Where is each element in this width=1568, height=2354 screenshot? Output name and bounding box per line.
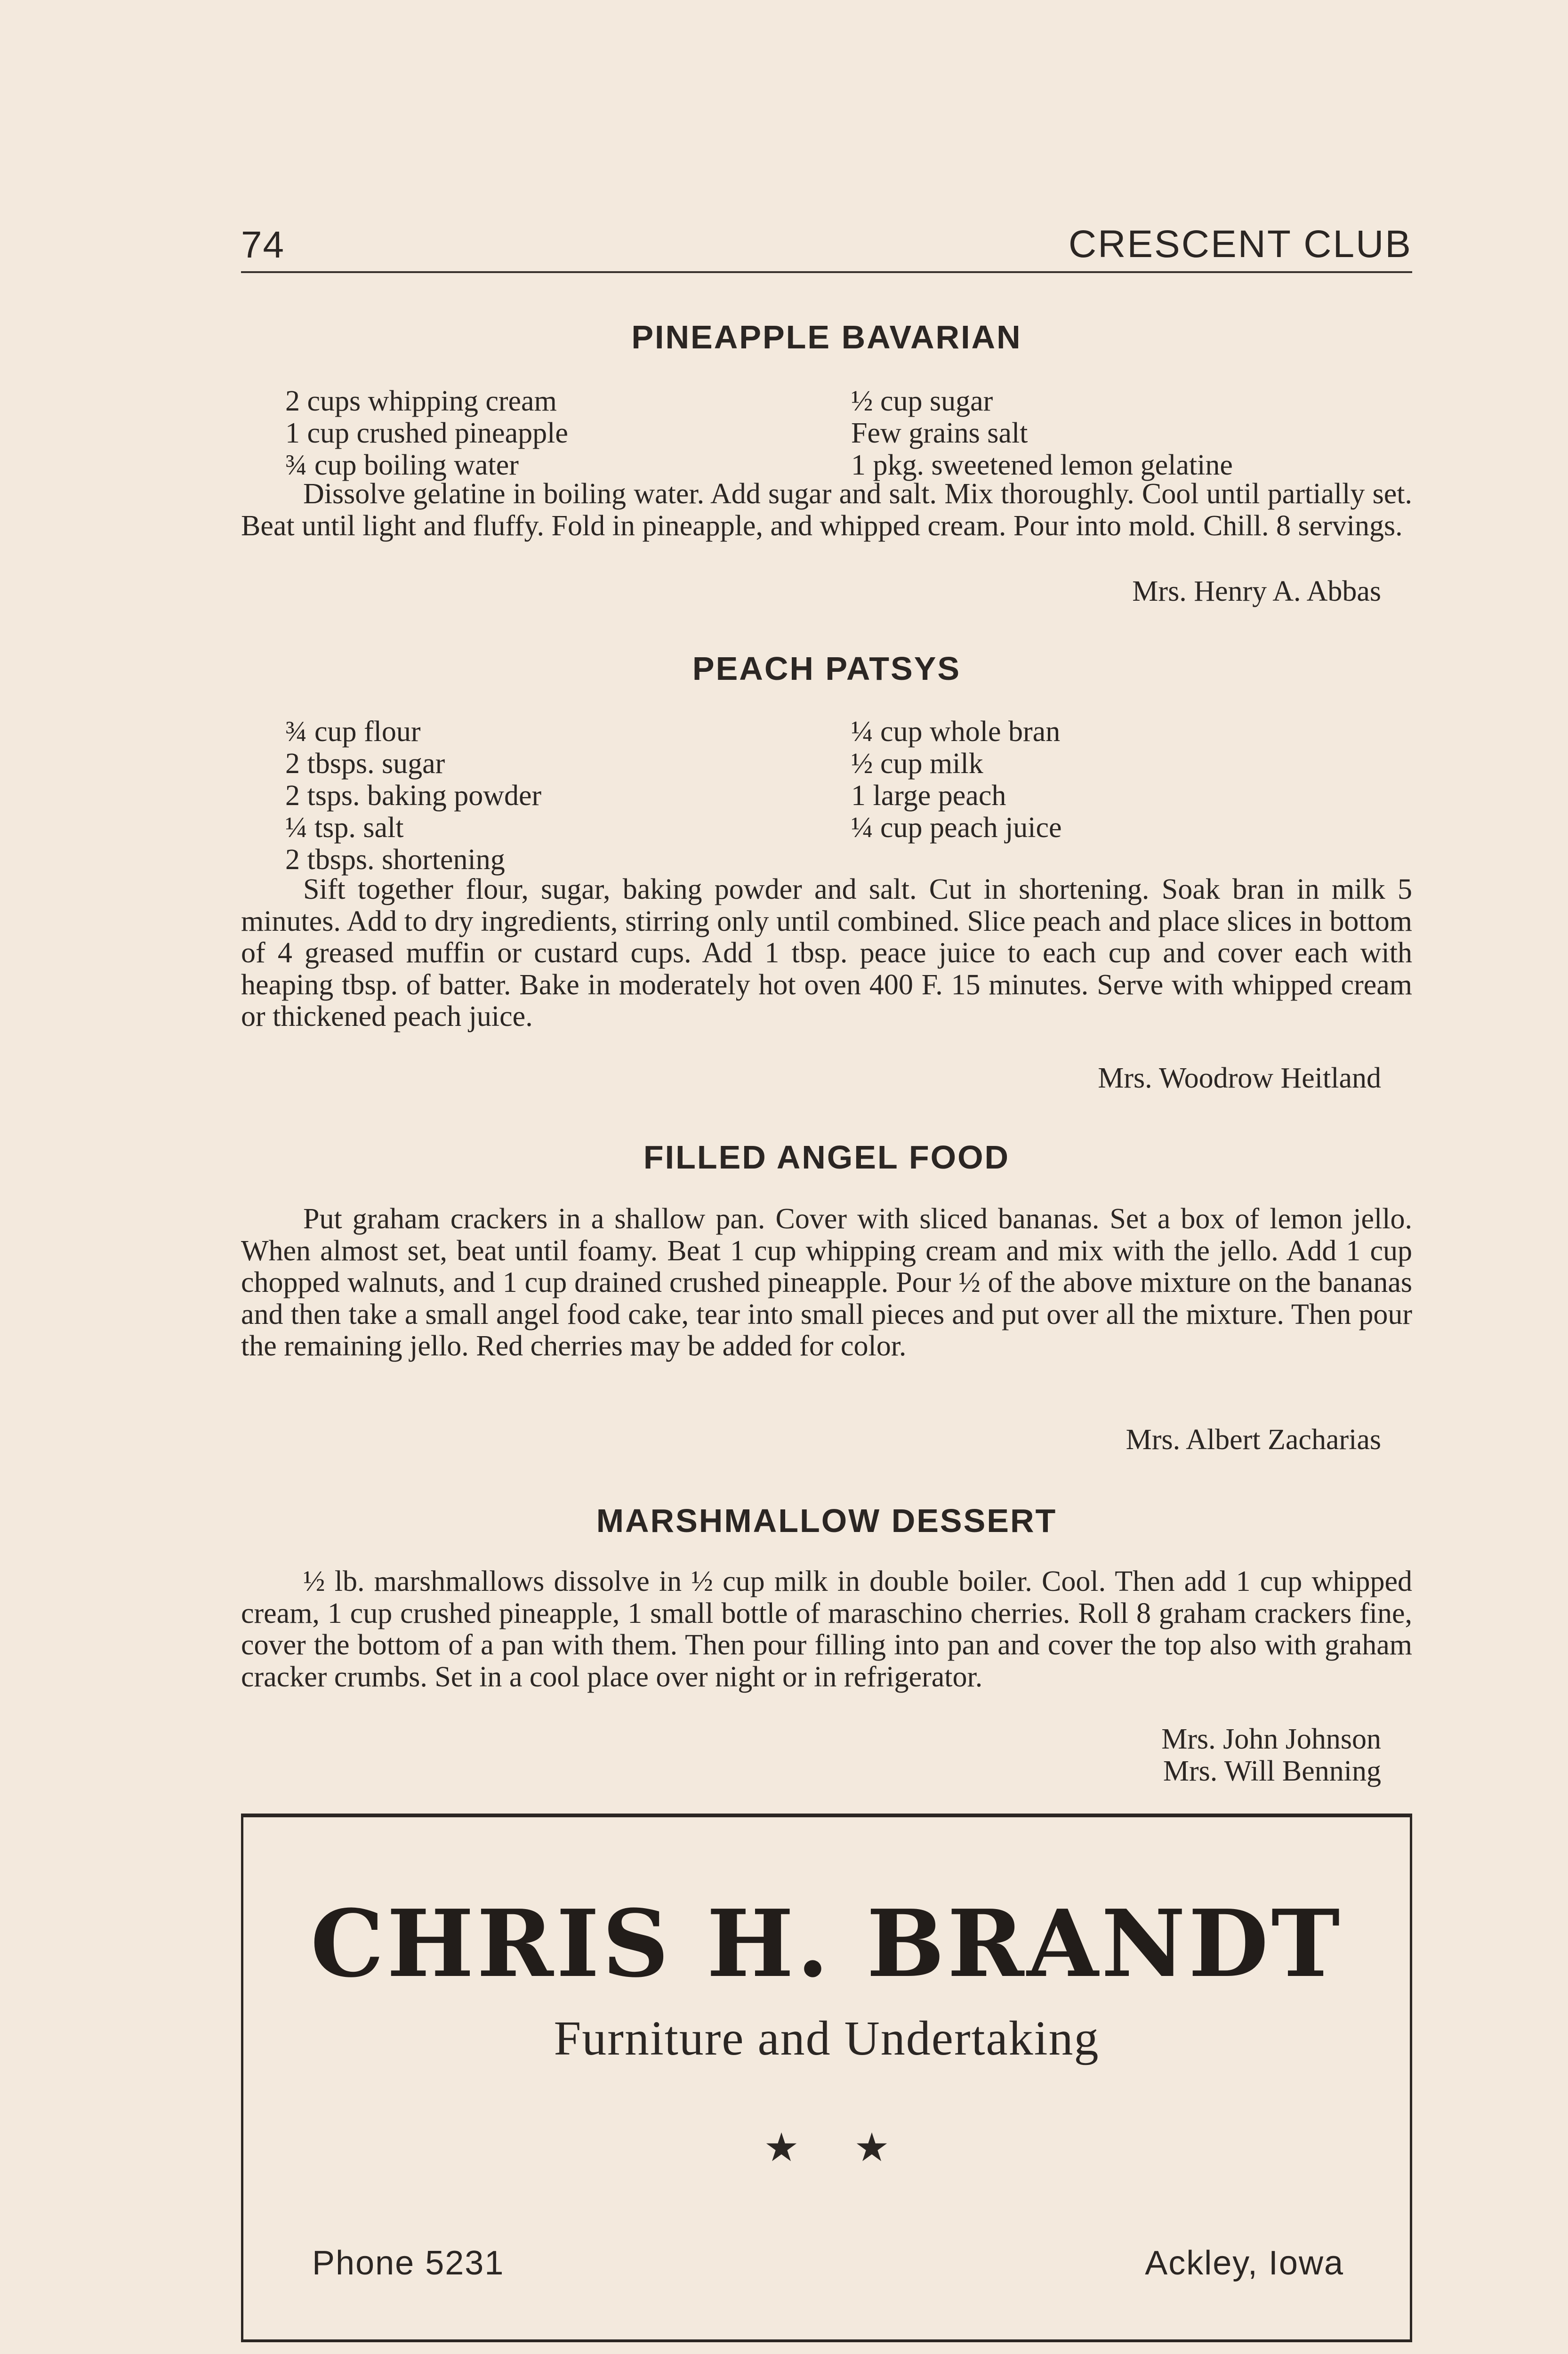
recipe-directions (241, 1203, 1412, 1362)
ad-phone: Phone 5231 (312, 2244, 505, 2282)
ingredient: ¼ tsp. salt (285, 812, 404, 844)
ingredient: ½ cup milk (851, 748, 983, 780)
contributor: Mrs. John Johnson (1161, 1723, 1381, 1755)
ingredient: 1 pkg. sweetened lemon gelatine (851, 449, 1233, 481)
recipe-title: FILLED ANGEL FOOD (643, 1139, 1010, 1176)
recipe-directions (241, 874, 1412, 1033)
ingredient: ¾ cup boiling water (285, 449, 519, 481)
ad-top-rule (241, 1814, 1412, 1817)
directions-text: Dissolve gelatine in boiling water. Add sugar and salt. Mix thoroughly. Cool until partially set. Beat until light and fluffy. Fold in pineapple, and whipped cream. Pour into mold. Chill. 8 servings. (241, 478, 1412, 542)
directions-text: ½ lb. marshmallows dissolve in ½ cup milk in double boiler. Cool. Then add 1 cup whipped cream, 1 cup crushed pineapple, 1 small bottle of maraschino cherries. Roll 8 graham crackers fine, cover the bottom of a pan with them. Then pour filling into pan and cover the top also with graham cracker crumbs. Set in a cool place over night or in refrigerator. (241, 1565, 1412, 1693)
recipe-title: MARSHMALLOW DESSERT (596, 1502, 1057, 1539)
contributor: Mrs. Albert Zacharias (1126, 1424, 1381, 1456)
ad-business-name: CHRIS H. BRANDT (310, 1890, 1343, 1998)
ad-tagline: Furniture and Undertaking (554, 2011, 1100, 2065)
advertisement-box (241, 1817, 1412, 2342)
ingredient: ¼ cup peach juice (851, 812, 1062, 844)
page-header (241, 221, 1412, 273)
directions-text: Put graham crackers in a shallow pan. Cover with sliced bananas. Set a box of lemon jello. When almost set, beat until foamy. Beat 1 cup whipping cream and mix with the jello. Add 1 cup chopped walnuts, and 1 cup drained crushed pineapple. Pour ½ of the above mixture on the bananas and then take a small angel food cake, tear into small pieces and put over all the mixture. Then pour the remaining jello. Red cherries may be added for color. (241, 1203, 1412, 1362)
recipe-directions (241, 1566, 1412, 1693)
ingredient: ¼ cup whole bran (851, 716, 1061, 748)
ad-location: Ackley, Iowa (1145, 2244, 1344, 2282)
ingredient: 1 large peach (851, 780, 1006, 812)
ingredient: 1 cup crushed pineapple (285, 417, 568, 449)
ingredient: Few grains salt (851, 417, 1028, 449)
running-title: CRESCENT CLUB (1068, 223, 1412, 266)
header-rule (241, 271, 1412, 273)
recipe-directions (241, 478, 1412, 542)
directions-text: Sift together flour, sugar, baking powder and salt. Cut in shortening. Soak bran in milk 5 minutes. Add to dry ingredients, stirring only until combined. Slice peach and place slices in bottom of 4 greased muffin or custard cups. Add 1 tbsp. peace juice to each cup and cover each with heaping tbsp. of batter. Bake in moderately hot oven 400 F. 15 minutes. Serve with whipped cream or thickened peach juice. (241, 873, 1412, 1032)
contributor: Mrs. Will Benning (1163, 1755, 1381, 1787)
ingredient: 2 tsps. baking powder (285, 780, 542, 812)
ingredient: 2 tbsps. shortening (285, 844, 505, 876)
contributor: Mrs. Woodrow Heitland (1098, 1062, 1381, 1094)
ingredient: ¾ cup flour (285, 716, 421, 748)
ingredient: 2 tbsps. sugar (285, 748, 445, 780)
recipe-title: PINEAPPLE BAVARIAN (631, 319, 1022, 355)
contributor: Mrs. Henry A. Abbas (1132, 575, 1381, 607)
star-icon: ★ ★ (764, 2124, 890, 2170)
recipe-title: PEACH PATSYS (692, 650, 961, 687)
ingredient: ½ cup sugar (851, 385, 993, 417)
page-number: 74 (241, 224, 285, 266)
ingredient: 2 cups whipping cream (285, 385, 557, 417)
